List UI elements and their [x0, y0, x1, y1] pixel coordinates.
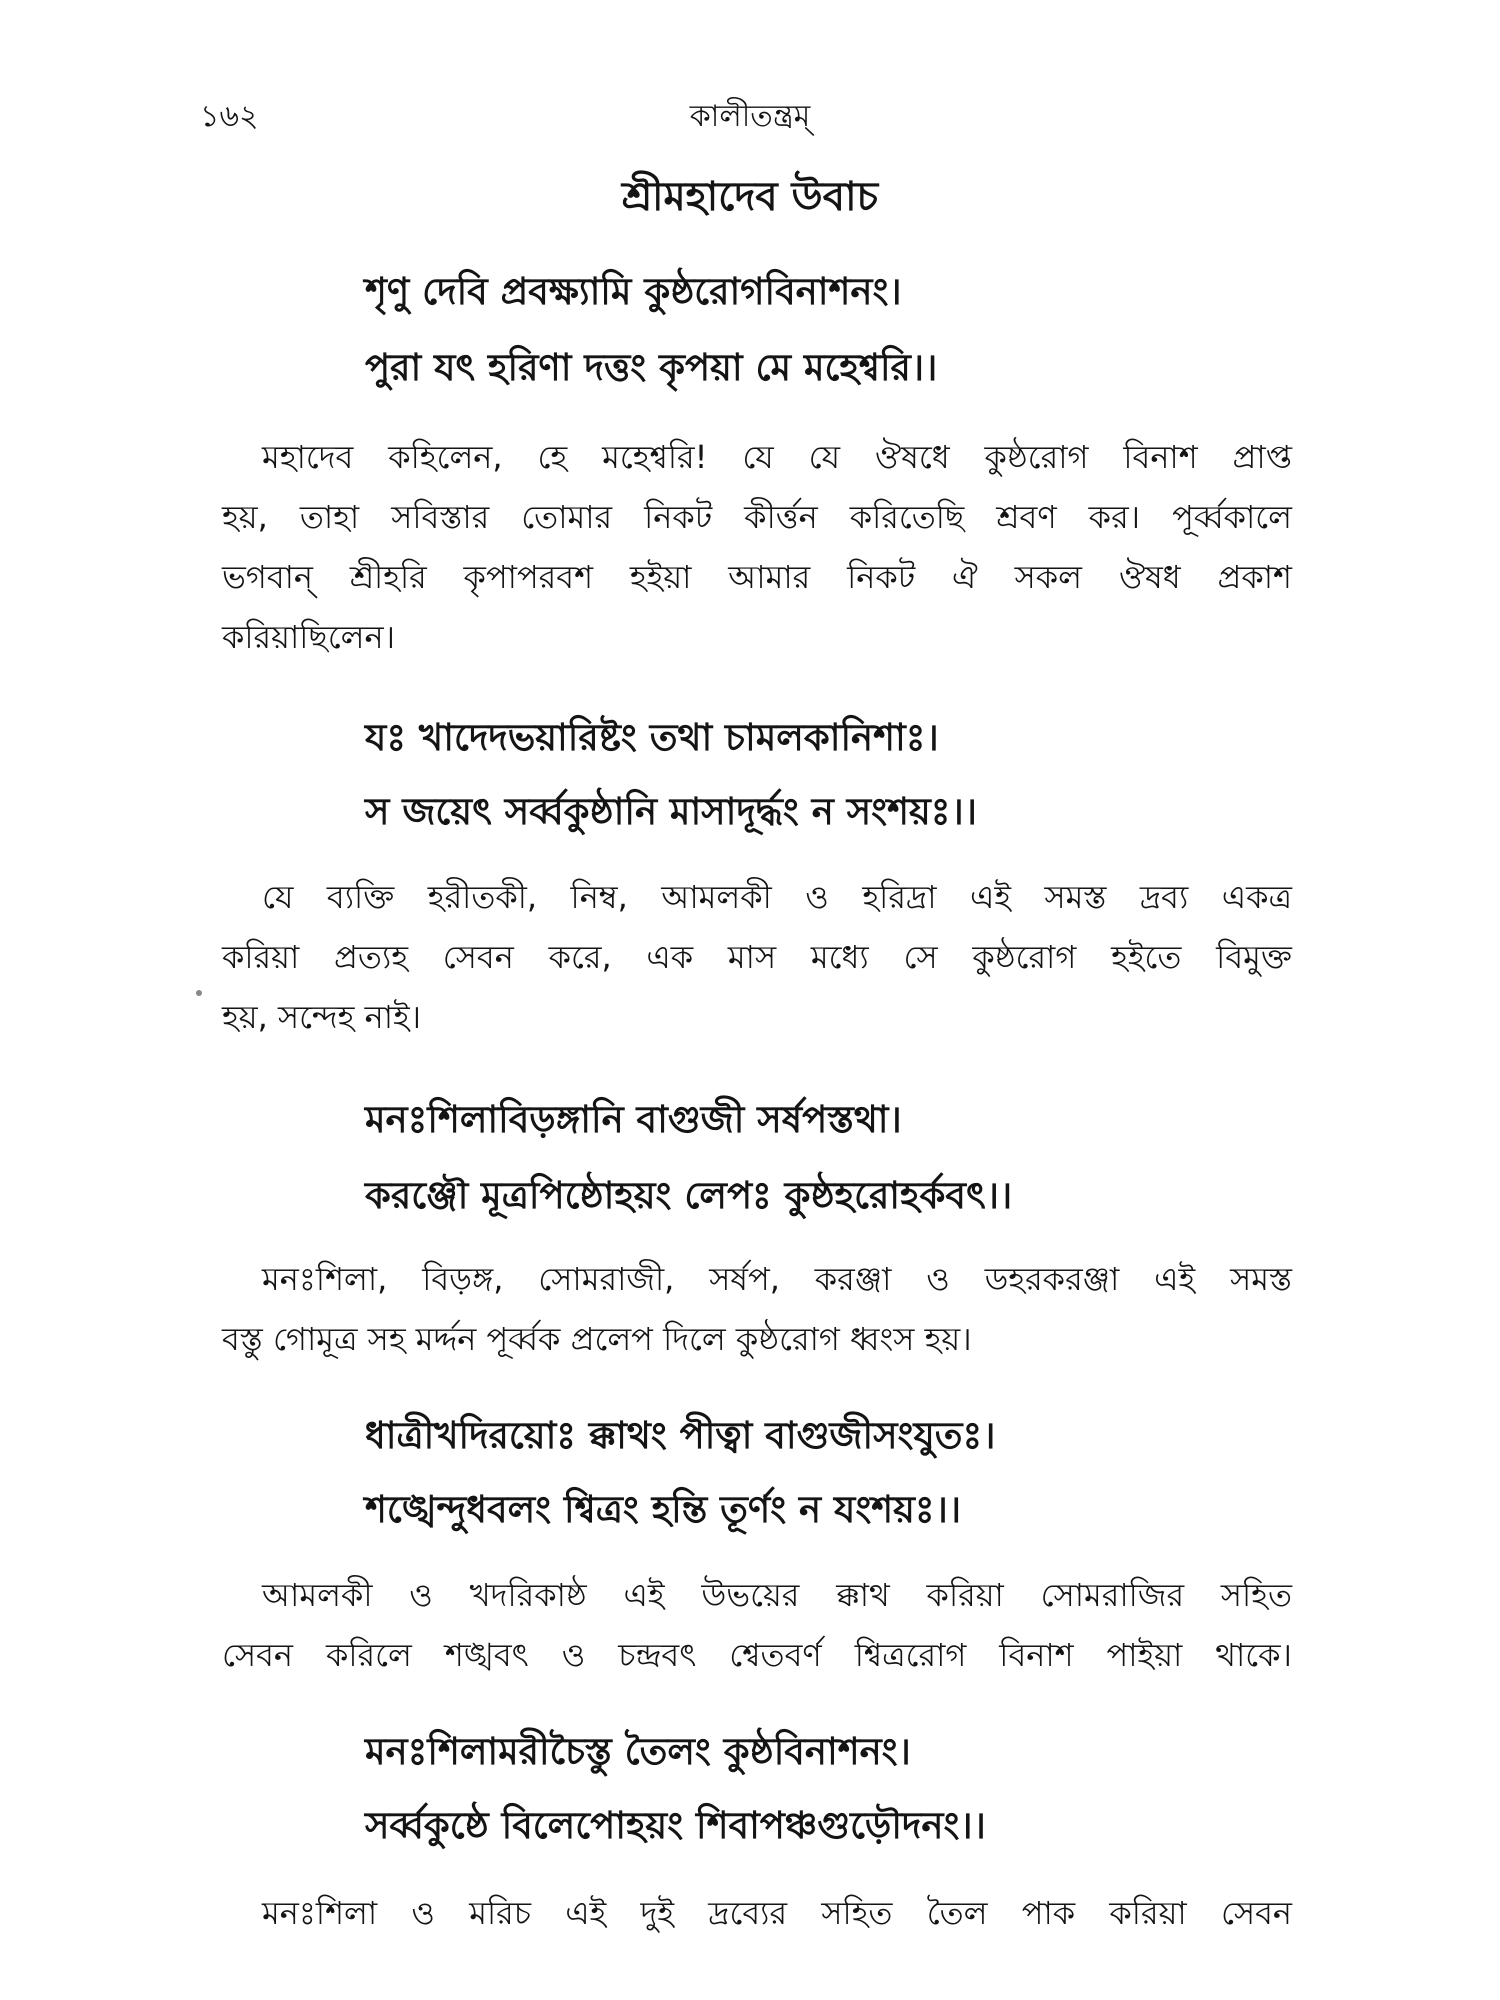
verse-line: মনঃশিলামরীচৈস্তু তৈলং কুষ্ঠবিনাশনং।: [365, 1730, 911, 1773]
verse-line: ধাত্রীখদিরয়োঃ ক্কাথং পীত্বা বাগুজীসংযুতঃ।: [365, 1414, 996, 1457]
page-number: ১৬২: [200, 99, 259, 134]
verse-line: করঞ্জৌ মূত্রপিষ্ঠোহয়ং লেপঃ কুষ্ঠহরোহর্কবৎ।।: [365, 1174, 1013, 1217]
prose-line: মনঃশিলা ও মরিচ এই দুই দ্রব্যের সহিত তৈল পাক করিয়া সেবন: [262, 1894, 1292, 1932]
prose-line: করিয়াছিলেন।: [222, 618, 396, 656]
prose-line: মহাদেব কহিলেন, হে মহেশ্বরি! যে যে ঔষধে কুষ্ঠরোগ বিনাশ প্রাপ্ত: [262, 438, 1292, 476]
prose-line: যে ব্যক্তি হরীতকী, নিম্ব, আমলকী ও হরিদ্রা এই সমস্ত দ্রব্য একত্র: [262, 878, 1292, 916]
page-header: [0, 92, 1500, 132]
prose-line: আমলকী ও খদরিকাষ্ঠ এই উভয়ের ক্কাথ করিয়া সোমরাজির সহিত: [262, 1576, 1292, 1614]
prose-line: করিয়া প্রত্যহ সেবন করে, এক মাস মধ্যে সে কুষ্ঠরোগ হইতে বিমুক্ত: [222, 938, 1292, 976]
verse-line: মনঃশিলাবিড়ঙ্গানি বাগুজী সর্ষপস্তথা।: [365, 1098, 902, 1141]
prose-line: মনঃশিলা, বিড়ঙ্গ, সোমরাজী, সর্ষপ, করঞ্জা ও ডহরকরঞ্জা এই সমস্ত: [262, 1260, 1292, 1298]
prose-line: বস্তু গোমূত্র সহ মর্দ্দন পূর্ব্বক প্রলেপ দিলে কুষ্ঠরোগ ধ্বংস হয়।: [222, 1320, 972, 1358]
prose-line: হয়, সন্দেহ নাই।: [222, 998, 422, 1036]
running-title: কালীতন্ত্রম্: [689, 99, 811, 134]
prose-line: ভগবান্ শ্রীহরি কৃপাপরবশ হইয়া আমার নিকট ঐ সকল ঔষধ প্রকাশ: [222, 558, 1292, 596]
verse-line: স জয়েৎ সর্ব্বকুষ্ঠানি মাসাদূর্দ্ধং ন সংশয়ঃ।।: [365, 790, 977, 833]
section-heading: শ্রীমহাদেব উবাচ: [621, 174, 879, 220]
print-speck: [196, 990, 202, 996]
verse-line: শৃণু দেবি প্রবক্ষ্যামি কুষ্ঠরোগবিনাশনং।: [365, 270, 902, 313]
verse-line: পুরা যৎ হরিণা দত্তং কৃপয়া মে মহেশ্বরি।।: [365, 346, 938, 389]
prose-line: সেবন করিলে শঙ্খবৎ ও চন্দ্রবৎ শ্বেতবর্ণ শ্বিত্ররোগ বিনাশ পাইয়া থাকে।: [222, 1636, 1292, 1674]
verse-line: সর্ব্বকুষ্ঠে বিলেপোহয়ং শিবাপঞ্চগুড়ৌদনং।।: [365, 1804, 986, 1847]
verse-line: শঙ্খেন্দুধবলং শ্বিত্রং হন্তি তূর্ণং ন যংশয়ঃ।।: [365, 1488, 962, 1531]
prose-line: হয়, তাহা সবিস্তার তোমার নিকট কীর্ত্তন করিতেছি শ্রবণ কর। পূর্ব্বকালে: [222, 498, 1292, 536]
verse-line: যঃ খাদেদভয়ারিষ্টং তথা চামলকানিশাঃ।: [365, 716, 939, 759]
